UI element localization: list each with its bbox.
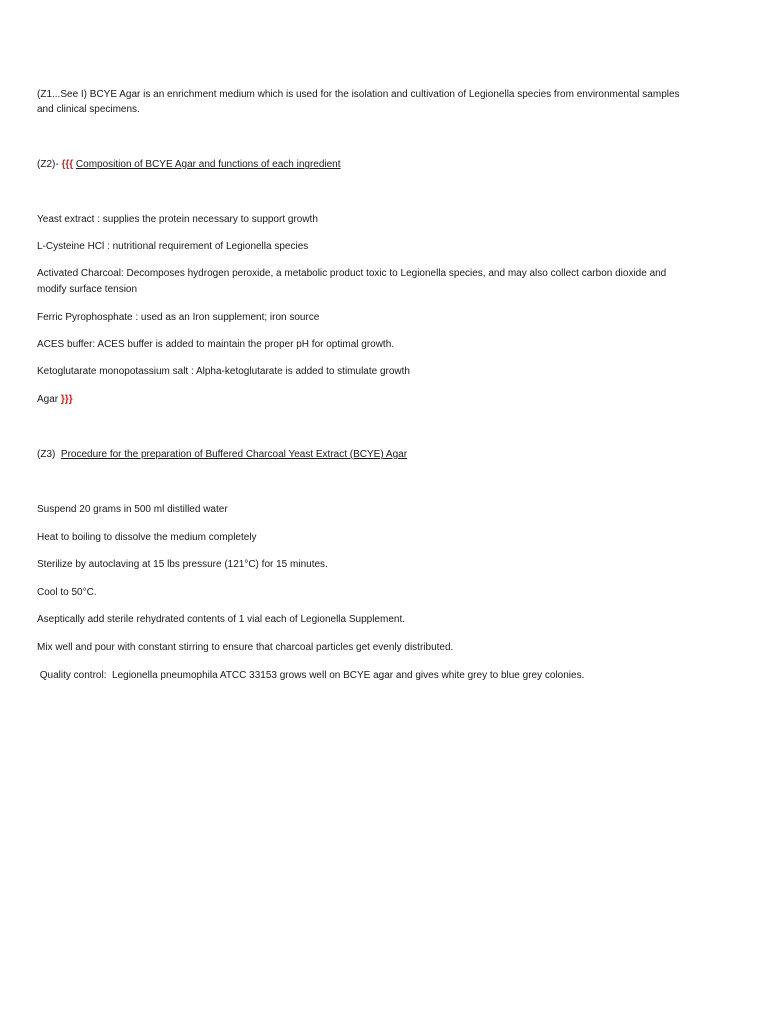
procedure-step-supplement: Aseptically add sterile rehydrated contents of 1 vial each of Legionella Supplement. [37, 614, 406, 625]
ingredient-agar-line [37, 392, 737, 408]
composition-heading-line [37, 157, 737, 173]
open-brace-marker: {{{ [61, 159, 74, 170]
procedure-step-heat: Heat to boiling to dissolve the medium completely [37, 532, 257, 543]
ingredient-agar: Agar [37, 394, 59, 405]
ingredient-yeast-extract: Yeast extract : supplies the protein necessary to support growth [37, 214, 318, 225]
procedure-step-mix: Mix well and pour with constant stirring to ensure that charcoal particles get evenly distributed. [37, 642, 454, 653]
ingredient-activated-charcoal: Activated Charcoal: Decomposes hydrogen peroxide, a metabolic product toxic to Legionella species, and may also collect carbon dioxide and [37, 268, 667, 279]
procedure-step-cool: Cool to 50°C. [37, 587, 97, 598]
intro-line-1: (Z1...See I) BCYE Agar is an enrichment medium which is used for the isolation and cultivation of Legionella species from environmental samples [37, 89, 680, 100]
procedure-heading-line [37, 447, 737, 463]
ingredient-aces-buffer: ACES buffer: ACES buffer is added to maintain the proper pH for optimal growth. [37, 339, 395, 350]
intro-line-2: and clinical specimens. [37, 104, 140, 115]
procedure-step-sterilize: Sterilize by autoclaving at 15 lbs pressure (121°C) for 15 minutes. [37, 559, 328, 570]
ingredient-activated-charcoal-cont: modify surface tension [37, 284, 138, 295]
ingredient-ferric-pyrophosphate: Ferric Pyrophosphate : used as an Iron supplement; iron source [37, 312, 320, 323]
ingredient-ketoglutarate: Ketoglutarate monopotassium salt : Alpha-ketoglutarate is added to stimulate growth [37, 366, 410, 377]
section-label-z2: (Z2)- [37, 159, 59, 170]
procedure-heading: Procedure for the preparation of Buffered Charcoal Yeast Extract (BCYE) Agar [60, 449, 408, 460]
composition-heading: Composition of BCYE Agar and functions of each ingredient [75, 159, 341, 170]
section-label-z3: (Z3) [37, 449, 56, 460]
close-brace-marker: }}} [60, 394, 73, 405]
procedure-step-suspend: Suspend 20 grams in 500 ml distilled water [37, 504, 228, 515]
ingredient-l-cysteine: L-Cysteine HCl : nutritional requirement of Legionella species [37, 241, 309, 252]
quality-control-note: Quality control: Legionella pneumophila ATCC 33153 grows well on BCYE agar and gives white grey to blue grey colonies. [37, 670, 585, 681]
